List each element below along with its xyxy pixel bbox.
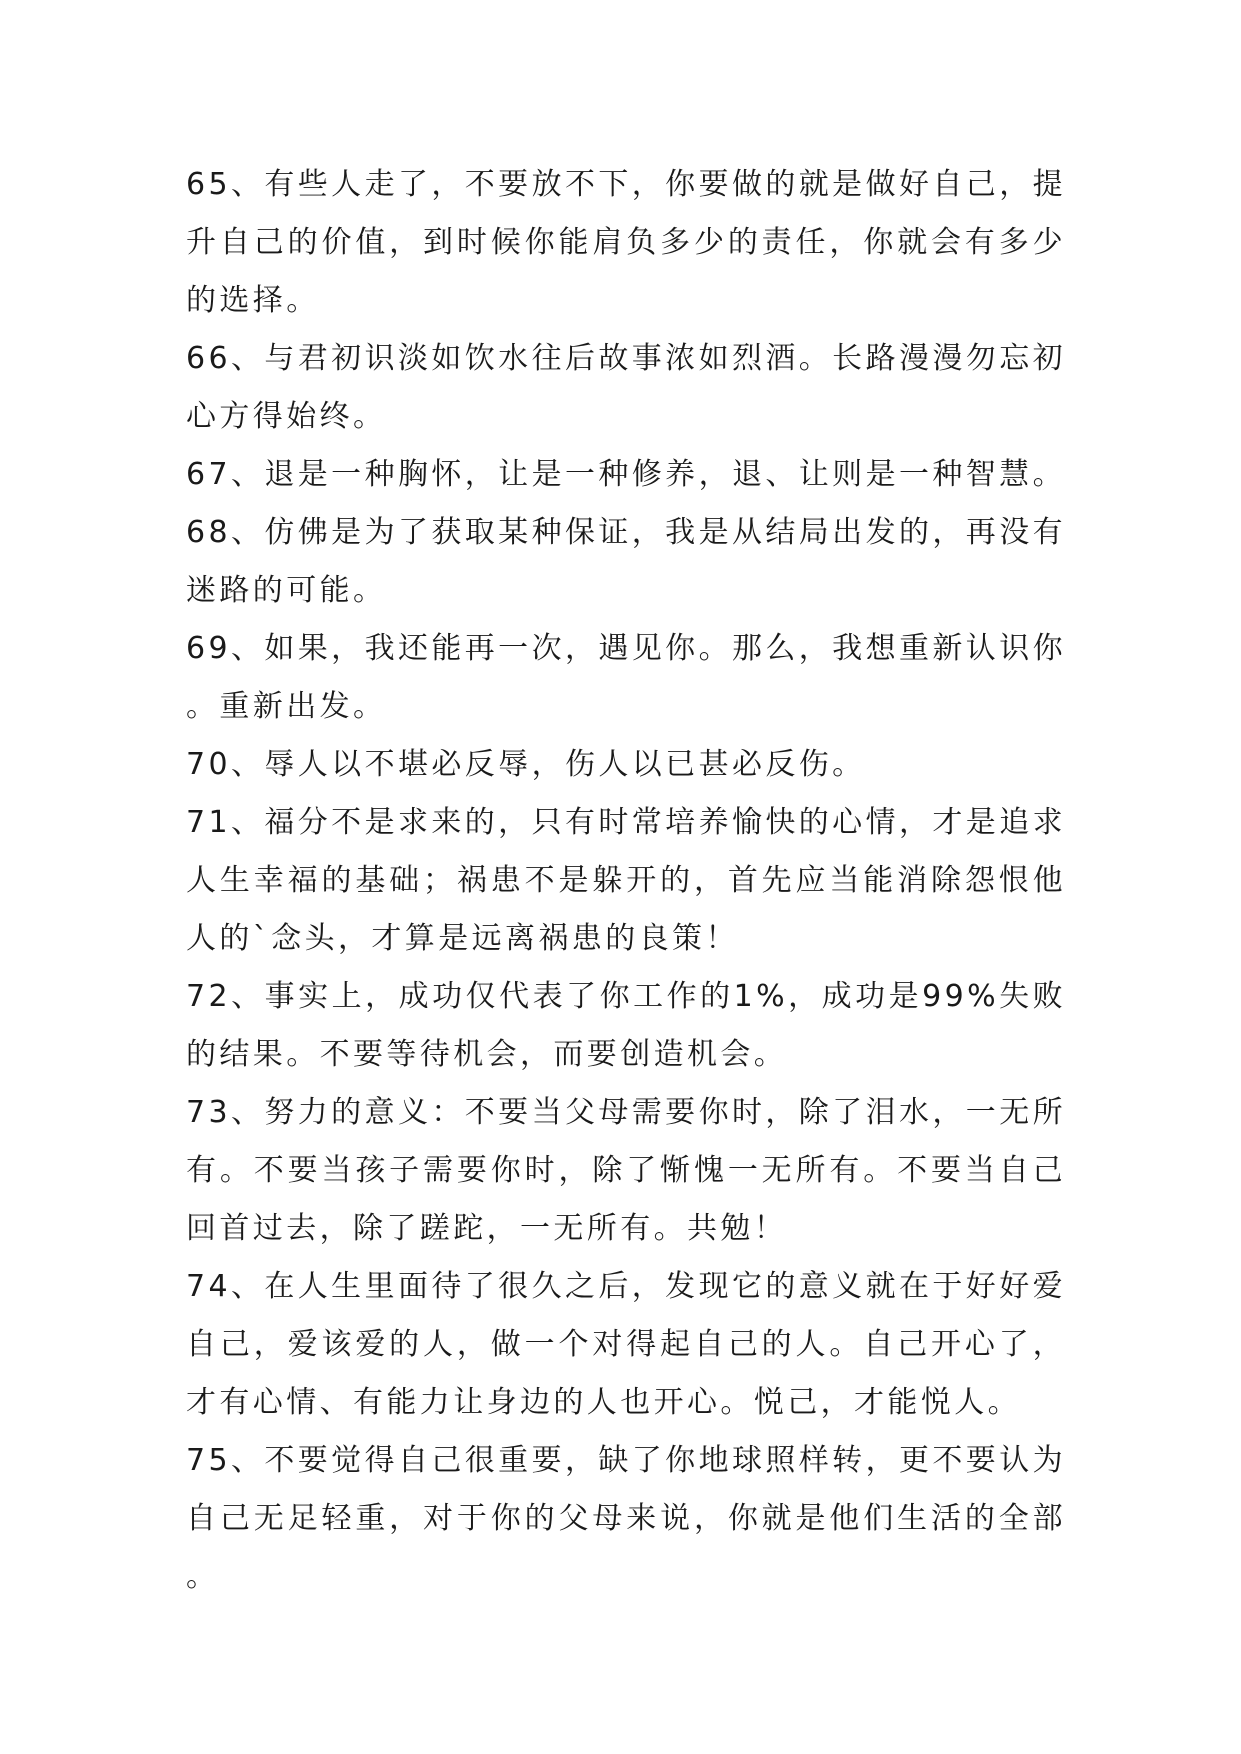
quote-paragraph-73: 73、努力的意义：不要当父母需要你时，除了泪水，一无所有。不要当孩子需要你时，除了惭愧一无所有。不要当自己回首过去，除了蹉跎，一无所有。共勉！ [186,1095,1066,1246]
quote-paragraph-65: 65、有些人走了，不要放不下，你要做的就是做好自己，提升自己的价值，到时候你能肩负多少的责任，你就会有多少的选择。 [186,167,1066,318]
quote-paragraph-71: 71、福分不是求来的，只有时常培养愉快的心情，才是追求人生幸福的基础；祸患不是躲开的，首先应当能消除怨恨他人的`念头，才算是远离祸患的良策！ [186,805,1066,956]
quote-paragraph-74: 74、在人生里面待了很久之后，发现它的意义就在于好好爱自己，爱该爱的人，做一个对得起自己的人。自己开心了，才有心情、有能力让身边的人也开心。悦己，才能悦人。 [186,1269,1066,1420]
quote-paragraph-67: 67、退是一种胸怀，让是一种修养，退、让则是一种智慧。 [186,457,1066,492]
quote-paragraph-69: 69、如果，我还能再一次，遇见你。那么，我想重新认识你。重新出发。 [186,631,1066,724]
quote-paragraph-66: 66、与君初识淡如饮水往后故事浓如烈酒。长路漫漫勿忘初心方得始终。 [186,341,1066,434]
quote-paragraph-72: 72、事实上，成功仅代表了你工作的1%，成功是99%失败的结果。不要等待机会，而要创造机会。 [186,979,1066,1072]
quote-paragraph-75: 75、不要觉得自己很重要，缺了你地球照样转，更不要认为自己无足轻重，对于你的父母来说，你就是他们生活的全部。 [186,1443,1066,1594]
quote-paragraph-68: 68、仿佛是为了获取某种保证，我是从结局出发的，再没有迷路的可能。 [186,515,1066,608]
quote-paragraph-70: 70、辱人以不堪必反辱，伤人以已甚必反伤。 [186,747,866,782]
document-body [186,156,1066,1606]
